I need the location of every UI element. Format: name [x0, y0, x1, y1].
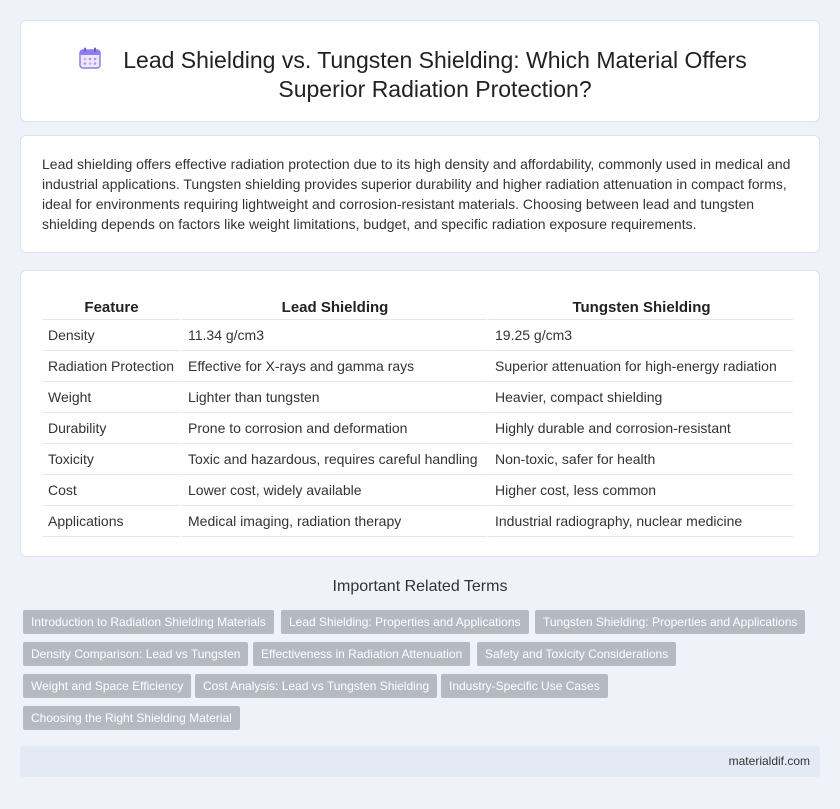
- lead-cell: Effective for X-rays and gamma rays: [180, 351, 487, 382]
- related-term-tag[interactable]: Weight and Space Efficiency: [23, 674, 191, 698]
- related-term-tag[interactable]: Introduction to Radiation Shielding Materials: [23, 610, 274, 634]
- tungsten-cell: Highly durable and corrosion-resistant: [487, 413, 793, 444]
- related-term-tag[interactable]: Choosing the Right Shielding Material: [23, 706, 240, 730]
- title-card: [20, 20, 820, 122]
- related-term-tag[interactable]: Tungsten Shielding: Properties and Applications: [535, 610, 805, 634]
- related-term-tag[interactable]: Safety and Toxicity Considerations: [477, 642, 676, 666]
- tungsten-cell: Industrial radiography, nuclear medicine: [487, 506, 793, 537]
- tungsten-cell: Higher cost, less common: [487, 475, 793, 506]
- table-row: [43, 351, 793, 382]
- tungsten-cell: 19.25 g/cm3: [487, 320, 793, 351]
- site-name[interactable]: materialdif.com: [728, 754, 810, 768]
- related-term-tag[interactable]: Effectiveness in Radiation Attenuation: [253, 642, 470, 666]
- tungsten-cell: Heavier, compact shielding: [487, 382, 793, 413]
- feature-cell: Radiation Protection: [43, 351, 180, 382]
- tungsten-cell: Non-toxic, safer for health: [487, 444, 793, 475]
- intro-paragraph: Lead shielding offers effective radiation protection due to its high density and affordability, commonly used in medical and industrial applications. Tungsten shielding provides superior durability and higher radiation attenuation in compact forms, ideal for environments requiring lightweight and corrosion-resistant materials. Choosing between lead and tungsten shielding depends on factors like weight limitations, budget, and specific radiation exposure requirements.: [42, 156, 791, 232]
- related-terms-heading: Important Related Terms: [332, 578, 508, 595]
- page-title: Lead Shielding vs. Tungsten Shielding: Which Material Offers Superior Radiation Protection?: [123, 47, 747, 102]
- feature-cell: Toxicity: [43, 444, 180, 475]
- table-row: [43, 506, 793, 537]
- intro-card: [20, 135, 820, 253]
- lead-cell: Medical imaging, radiation therapy: [180, 506, 487, 537]
- footer: [20, 746, 820, 777]
- related-term-tag[interactable]: Industry-Specific Use Cases: [441, 674, 608, 698]
- lead-cell: Toxic and hazardous, requires careful handling: [180, 444, 487, 475]
- table-row: [43, 413, 793, 444]
- feature-cell: Weight: [43, 382, 180, 413]
- feature-cell: Durability: [43, 413, 180, 444]
- comparison-table: [43, 297, 793, 537]
- lead-cell: 11.34 g/cm3: [180, 320, 487, 351]
- header-tungsten-shielding: Tungsten Shielding: [487, 297, 793, 320]
- related-term-tag[interactable]: Cost Analysis: Lead vs Tungsten Shielding: [195, 674, 437, 698]
- feature-cell: Density: [43, 320, 180, 351]
- comparison-table-card: [20, 270, 820, 557]
- related-term-tag[interactable]: Lead Shielding: Properties and Applications: [281, 610, 529, 634]
- related-term-tag[interactable]: Density Comparison: Lead vs Tungsten: [23, 642, 248, 666]
- lead-cell: Prone to corrosion and deformation: [180, 413, 487, 444]
- table-row: [43, 444, 793, 475]
- table-row: [43, 382, 793, 413]
- feature-cell: Applications: [43, 506, 180, 537]
- table-row: [43, 475, 793, 506]
- header-feature: Feature: [43, 297, 180, 320]
- header-lead-shielding: Lead Shielding: [180, 297, 487, 320]
- table-header-row: [43, 297, 793, 320]
- tungsten-cell: Superior attenuation for high-energy radiation: [487, 351, 793, 382]
- table-row: [43, 320, 793, 351]
- feature-cell: Cost: [43, 475, 180, 506]
- lead-cell: Lighter than tungsten: [180, 382, 487, 413]
- lead-cell: Lower cost, widely available: [180, 475, 487, 506]
